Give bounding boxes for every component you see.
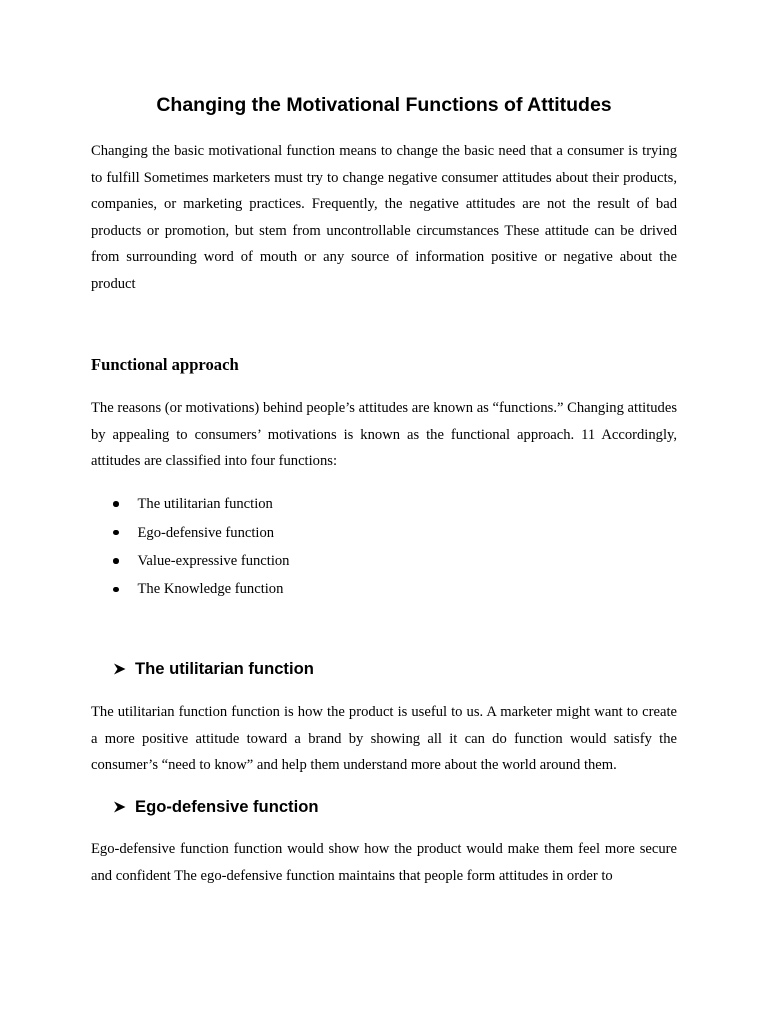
bullet-icon	[113, 530, 119, 536]
list-item-label: Value-expressive function	[137, 552, 290, 569]
list-item	[113, 547, 289, 575]
list-item	[113, 490, 289, 518]
bullet-icon	[113, 501, 119, 507]
ego-defensive-heading	[113, 796, 318, 818]
page-title: Changing the Motivational Functions of Attitudes	[156, 94, 612, 116]
bullet-icon	[113, 587, 119, 593]
utilitarian-paragraph: The utilitarian function function is how the product is useful to us. A marketer might want to create a more positive attitude toward a brand by showing all it can do function would satisfy the consumer’s “need to know” and help them understand more about the world around them.	[91, 704, 677, 774]
utilitarian-heading-label: The utilitarian function	[135, 659, 314, 678]
list-item	[113, 518, 289, 546]
list-item	[113, 575, 289, 603]
arrow-bullet-icon	[113, 801, 126, 813]
intro-paragraph: Changing the basic motivational function means to change the basic need that a consumer is trying to fulfill Sometimes marketers must try to change negative consumer attitudes about their products, companies, or marketing practices. Frequently, the negative attitudes are not the result of bad products or promotion, but stem from uncontrollable circumstances These attitude can be drived from surrounding word of mouth or any source of information positive or negative about the product	[91, 143, 677, 292]
functions-list	[113, 490, 289, 604]
ego-defensive-heading-label: Ego-defensive function	[135, 797, 319, 816]
list-item-label: Ego-defensive function	[137, 524, 275, 541]
arrow-bullet-icon	[113, 663, 126, 675]
list-item-label: The utilitarian function	[137, 496, 273, 513]
ego-defensive-paragraph: Ego-defensive function function would show how the product would make them feel more secure and confident The ego-defensive function maintains that people form attitudes in order to	[91, 841, 677, 884]
functional-approach-heading: Functional approach	[91, 355, 239, 374]
list-item-label: The Knowledge function	[137, 581, 284, 598]
utilitarian-heading	[113, 658, 314, 680]
functional-approach-paragraph: The reasons (or motivations) behind people’s attitudes are known as “functions.” Changing attitudes by appealing to consumers’ motivations is known as the functional approach. 11 Accordingly, attitudes are classified into four functions:	[91, 400, 677, 470]
bullet-icon	[113, 558, 119, 564]
